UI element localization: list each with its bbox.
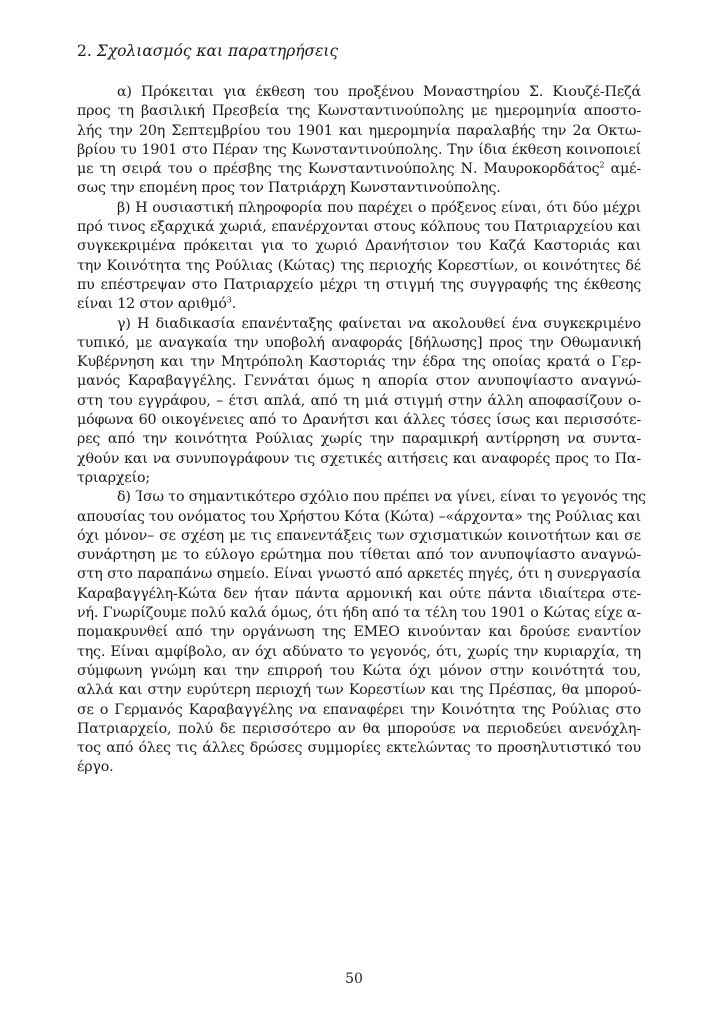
section-title: Σχολιασμός και παρατηρήσεις	[96, 42, 339, 60]
text-line: σε ο Γερμανός Καραβαγγέλης να επαναφέρει την Κοινότητα της Ρούλιας στο	[77, 701, 641, 718]
text-line: έργο.	[77, 759, 114, 776]
section-number: 2.	[77, 42, 92, 60]
text-line: πομακρυνθεί από την οργάνωση της ΕΜΕΟ κινούνταν και δρούσε εναντίον	[77, 624, 641, 641]
text-line: τυπικό, με αναγκαία την υποβολή αναφοράς [δήλωσης] προς την Οθωμανική	[77, 334, 641, 351]
paragraph-d	[77, 488, 646, 777]
text-line: μόφωνα 60 οικογένειες από το Δρανήτσι και άλλες τόσες ίσως και περισσότε-	[77, 412, 641, 429]
footnote-marker-3[interactable]: 3	[226, 295, 232, 305]
text-line: αλλά και στην ευρύτερη περιοχή των Κορεστίων και της Πρέσπας, θα μπορού-	[77, 682, 641, 699]
text-line: χθούν και να συνυπογράφουν τις σχετικές αιτήσεις και αναφορές προς το Πα-	[77, 450, 641, 467]
paragraph-a	[77, 83, 641, 199]
text-line: πρό τινος εξαρχικά χωριά, επανέρχονται στους κόλπους του Πατριαρχείου και	[77, 219, 641, 236]
text-line	[77, 295, 641, 314]
page-number: 50	[345, 971, 363, 987]
text-line: στη στο παραπάνω σημείο. Είναι γνωστό από αρκετές πηγές, ότι η συνεργασία	[77, 566, 641, 583]
text-line: συνάρτηση με το εύλογο ερώτημα που τίθεται από τον ανυποψίαστο αναγνώ-	[77, 547, 641, 564]
text-segment: είναι 12 στον αριθμό	[77, 296, 227, 313]
text-line: δ) Ίσω το σημαντικότερο σχόλιο που πρέπει να γίνει, είναι το γεγονός της	[117, 489, 646, 506]
text-line: απουσίας του ονόματος του Χρήστου Κότα (Κώτα) –«άρχοντα» της Ρούλιας και	[77, 508, 641, 525]
text-line: στη του εγγράφου, – έτσι απλά, από τη μιά στιγμή στην άλλη αποφασίζουν ο-	[77, 392, 641, 409]
text-line: Πατριαρχείο, πολύ δε περισσότερο αν θα μπορούσε να περιοδεύει ανενόχλη-	[77, 720, 641, 737]
text-line: βρίου τυ 1901 στο Πέραν της Κωνσταντινούπολης. Την ίδια έκθεση κοινοποιεί	[77, 141, 641, 158]
text-line: συγκεκριμένα πρόκειται για το χωριό Δρανήτσιον του Καζά Καστοριάς και	[77, 238, 641, 255]
text-segment: αμέ-	[604, 161, 641, 178]
paragraph-c	[77, 315, 641, 489]
text-line: την Κοινότητα της Ρούλιας (Κώτας) της περιοχής Κορεστίων, οι κοινότητες δέ	[77, 257, 641, 274]
text-line: γ) Η διαδικασία επανένταξης φαίνεται να ακολουθεί ένα συγκεκριμένο	[117, 315, 641, 332]
text-line: β) Η ουσιαστική πληροφορία που παρέχει ο πρόξενος είναι, ότι δύο μέχρι	[117, 199, 641, 216]
text-line: σως την επομένη προς τον Πατριάρχη Κωνσταντινούπολης.	[77, 180, 501, 197]
text-line: Καραβαγγέλη-Κώτα δεν ήταν πάντα αρμονική και ούτε πάντα ιδιαίτερα στε-	[77, 585, 641, 602]
text-line: σύμφωνη γνώμη και την επιρροή του Κώτα όχι μόνον στην κοινότητά του,	[77, 662, 641, 679]
text-line: Κυβέρνηση και την Μητρόπολη Καστοριάς την έδρα της οποίας κρατά ο Γερ-	[77, 354, 641, 371]
text-line: λής την 20η Σεπτεμβρίου του 1901 και ημερομηνία παραλαβής την 2α Οκτω-	[77, 122, 641, 139]
paragraph-b	[77, 199, 641, 315]
footnote-marker-2[interactable]: 2	[599, 160, 605, 170]
body-text	[77, 83, 646, 778]
text-line: όχι μόνον– σε σχέση με τις επανεντάξεις των σχισματικών κοινοτήτων και σε	[77, 527, 641, 544]
text-line: ρες από την κοινότητα Ρούλιας χωρίς την παραμικρή αντίρρηση να συντα-	[77, 431, 641, 448]
text-line: μανός Καραβαγγέλης. Γεννάται όμως η απορία στον ανυποψίαστο αναγνώ-	[77, 373, 641, 390]
text-line: της. Είναι αμφίβολο, αν όχι αδύνατο το γεγονός, ότι, χωρίς την κυριαρχία, τη	[77, 643, 641, 660]
text-line: προς τη βασιλική Πρεσβεία της Κωνσταντινούπολης με ημερομηνία αποστο-	[77, 103, 641, 120]
section-heading	[77, 41, 338, 61]
text-line: α) Πρόκειται για έκθεση του προξένου Μοναστηρίου Σ. Κιουζέ-Πεζά	[117, 84, 641, 100]
text-line: τριαρχείο;	[77, 469, 151, 486]
text-segment: .	[231, 296, 237, 313]
text-segment: με τη σειρά του ο πρέσβης της Κωνσταντινούπολης Ν. Μαυροκορδάτος	[77, 161, 600, 178]
text-line: νή. Γνωρίζουμε πολύ καλά όμως, ότι ήδη από τα τέλη του 1901 ο Κώτας είχε α-	[77, 605, 641, 622]
text-line: τος από όλες τις άλλες δρώσες συμμορίες εκτελώντας το προσηλυτιστικό του	[77, 740, 641, 757]
text-line	[77, 160, 641, 179]
text-line: πυ επέστρεψαν στο Πατριαρχείο μέχρι τη στιγμή της συγγραφής της έκθεσης	[77, 276, 641, 293]
